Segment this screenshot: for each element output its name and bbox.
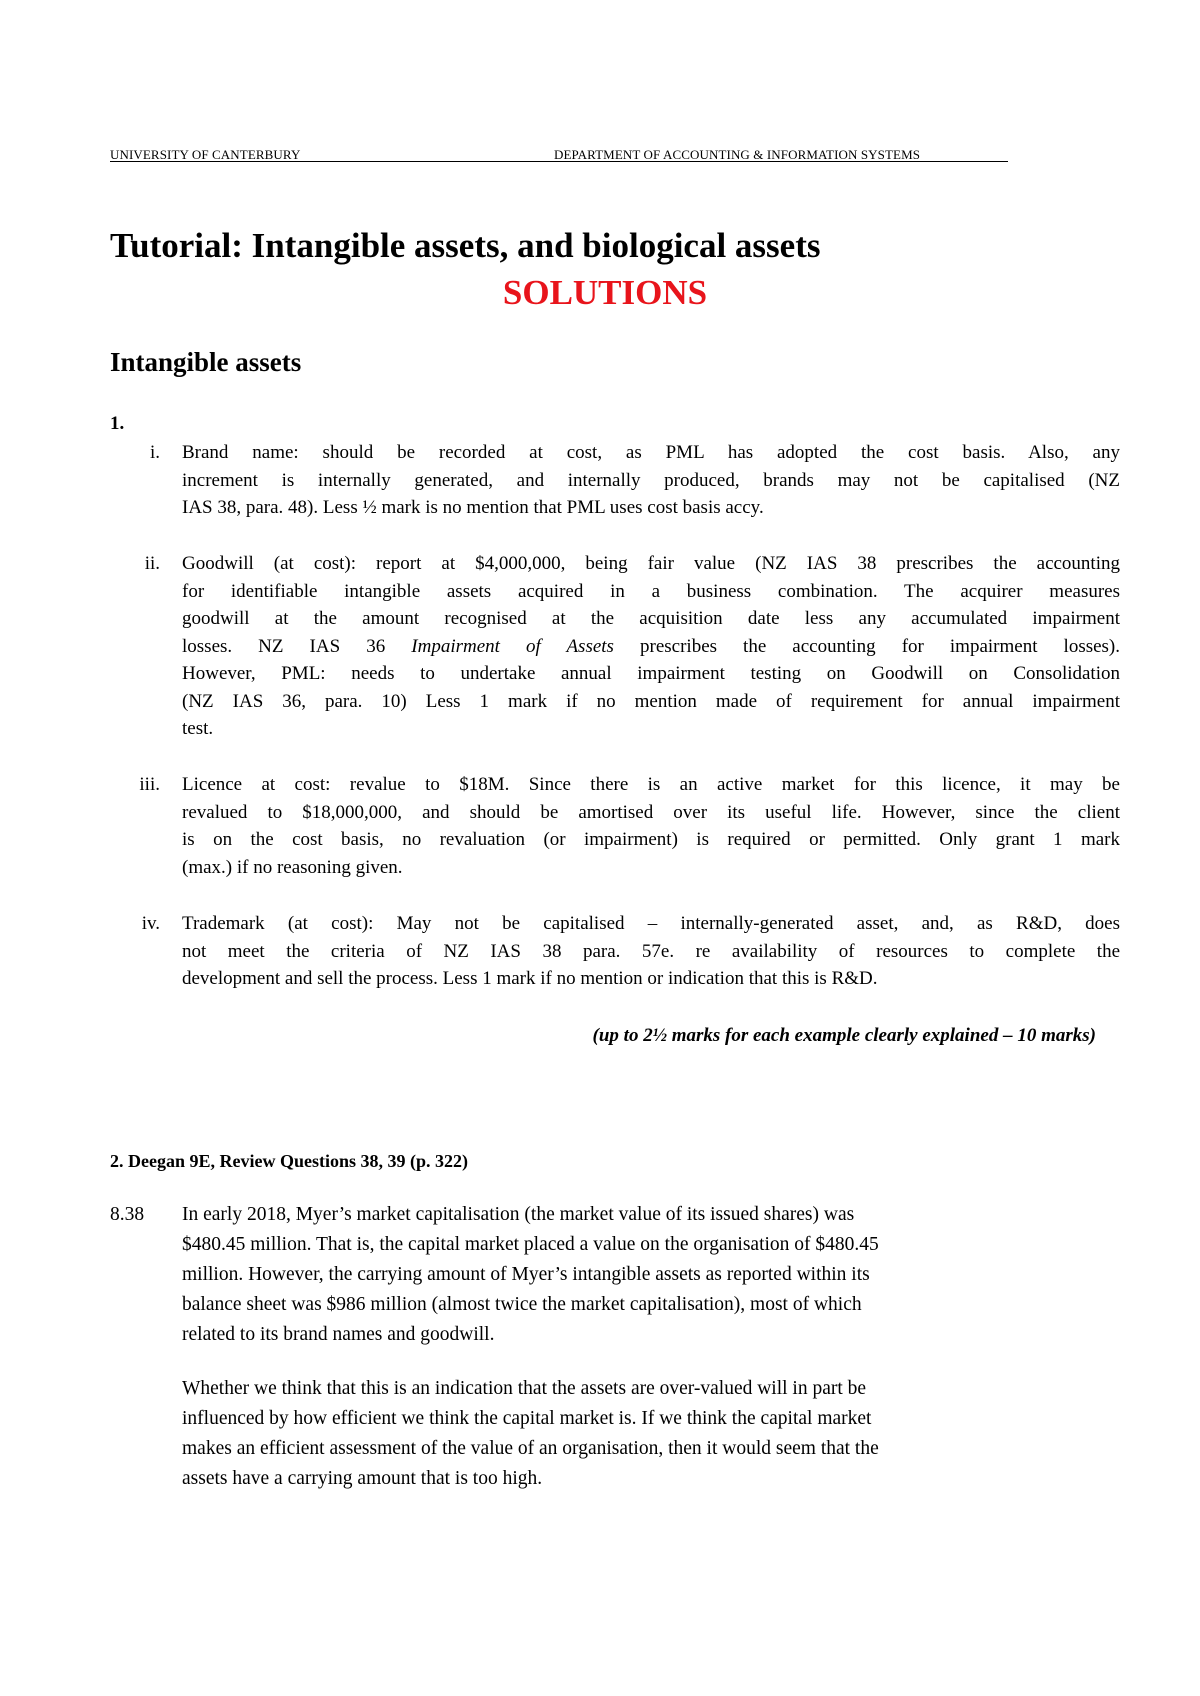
page-title: Tutorial: Intangible assets, and biological assets	[110, 226, 821, 265]
text-line: Trademark (at cost): May not be capitalised – internally-generated asset, and, as R&D, does	[182, 913, 1120, 934]
text-line: balance sheet was $986 million (almost twice the market capitalisation), most of which	[182, 1294, 862, 1315]
text-line: development and sell the process. Less 1 mark if no mention or indication that this is R&D.	[182, 968, 878, 989]
text-line: In early 2018, Myer’s market capitalisation (the market value of its issued shares) was	[182, 1204, 855, 1225]
italic-title: Impairment of Assets	[411, 635, 614, 657]
text-segment: prescribes the accounting for impairment losses).	[613, 635, 1121, 657]
text-line: (NZ IAS 36, para. 10) Less 1 mark if no mention made of requirement for annual impairment	[182, 690, 1120, 712]
item-numeral: ii.	[144, 553, 160, 574]
section-heading: Intangible assets	[110, 347, 302, 377]
answer-paragraph-1	[182, 1200, 1082, 1350]
item-numeral: iii.	[139, 774, 160, 795]
text-line: for identifiable intangible assets acquired in a business combination. The acquirer measures	[182, 580, 1120, 602]
text-line	[182, 633, 1120, 661]
text-line: goodwill at the amount recognised at the acquisition date less any accumulated impairment	[182, 608, 1120, 629]
answer-paragraph-2	[182, 1374, 1082, 1494]
text-line: IAS 38, para. 48). Less ½ mark is no mention that PML uses cost basis accy.	[182, 497, 764, 518]
text-line: Whether we think that this is an indication that the assets are over-valued will in part be	[182, 1378, 867, 1399]
solutions-label: SOLUTIONS	[502, 273, 708, 312]
text-line: influenced by how efficient we think the capital market is. If we think the capital market	[182, 1408, 872, 1429]
text-line: increment is internally generated, and internally produced, brands may not be capitalised (NZ	[182, 469, 1120, 491]
page-header	[110, 147, 1008, 163]
text-line: test.	[182, 718, 214, 739]
answer-number: 8.38	[110, 1204, 145, 1225]
marks-note: (up to 2½ marks for each example clearly explained – 10 marks)	[592, 1025, 1096, 1046]
text-line: Licence at cost: revalue to $18M. Since there is an active market for this licence, it may be	[182, 774, 1120, 795]
question-1-number: 1.	[110, 413, 125, 434]
university-name: UNIVERSITY OF CANTERBURY	[110, 147, 301, 162]
text-line: revalued to $18,000,000, and should be amortised over its useful life. However, since the client	[182, 801, 1120, 823]
text-line: is on the cost basis, no revaluation (or impairment) is required or permitted. Only grant 1 mark	[182, 829, 1120, 850]
text-line: million. However, the carrying amount of Myer’s intangible assets as reported within its	[182, 1264, 870, 1285]
header-rule	[110, 161, 1008, 162]
text-line: Brand name: should be recorded at cost, as PML has adopted the cost basis. Also, any	[182, 442, 1120, 463]
item-numeral: i.	[149, 442, 160, 463]
text-line: Goodwill (at cost): report at $4,000,000, being fair value (NZ IAS 38 prescribes the accounting	[182, 553, 1120, 574]
text-line: (max.) if no reasoning given.	[182, 856, 403, 878]
text-segment: losses. NZ IAS 36	[182, 635, 412, 657]
text-line: assets have a carrying amount that is too high.	[182, 1468, 543, 1489]
text-line: $480.45 million. That is, the capital market placed a value on the organisation of $480.45	[182, 1234, 879, 1255]
item-text	[182, 439, 1120, 522]
question-2-heading: 2. Deegan 9E, Review Questions 38, 39 (p. 322)	[110, 1151, 468, 1171]
item-text	[182, 771, 1120, 881]
text-line: makes an efficient assessment of the value of an organisation, then it would seem that the	[182, 1438, 879, 1459]
item-text	[182, 910, 1120, 993]
text-line: related to its brand names and goodwill.	[182, 1324, 495, 1345]
department-name: DEPARTMENT OF ACCOUNTING & INFORMATION SYSTEMS	[554, 147, 921, 162]
text-line: However, PML: needs to undertake annual impairment testing on Goodwill on Consolidation	[182, 663, 1120, 684]
item-numeral: iv.	[141, 913, 160, 934]
text-line: not meet the criteria of NZ IAS 38 para. 57e. re availability of resources to complete the	[182, 940, 1120, 962]
item-text	[182, 550, 1120, 743]
